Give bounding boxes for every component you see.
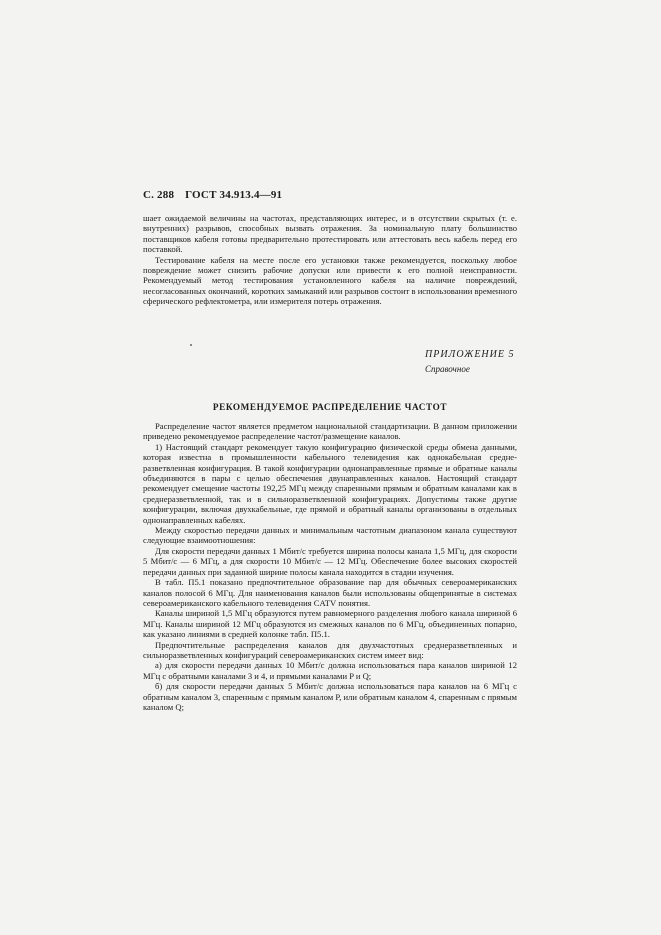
section-title: РЕКОМЕНДУЕМОЕ РАСПРЕДЕЛЕНИЕ ЧАСТОТ xyxy=(212,402,448,412)
section-paragraph: Предпочтительные распределения каналов для двухчастотных среднеразветвленных и сильноразветвленных конфигураций североамериканских систем имеет вид: xyxy=(143,639,517,660)
page-number: С. 288 xyxy=(143,189,175,201)
appendix-subtitle: Справочное xyxy=(425,364,470,374)
section-paragraph: а) для скорости передачи данных 10 Мбит/с должна использоваться пара каналов шириной 12 МГц с обратными каналами 3 и 4, и прямыми каналами P и Q; xyxy=(143,660,517,681)
speck-mark xyxy=(190,344,192,346)
section-paragraph: Распределение частот является предметом национальной стандартизации. В данном приложении приведено рекомендуемое распределение частот/размещение каналов. xyxy=(143,421,517,442)
standard-number: ГОСТ 34.913.4—91 xyxy=(185,189,283,201)
section-text xyxy=(143,421,517,712)
page-header xyxy=(143,189,290,201)
section-paragraph: Для скорости передачи данных 1 Мбит/с требуется ширина полосы канала 1,5 МГц, для скорости 5 Мбит/с — 6 МГц, а для скорости 10 Мбит/с — 12 МГц. Обеспечение более высоких скоростей передачи данных при заданной ширине полосы канала находится в стадии изучения. xyxy=(143,545,517,577)
section-paragraph: б) для скорости передачи данных 5 Мбит/с должна использоваться пара каналов на 6 МГц с обратным каналом 3, спаренным с прямым каналом P, или обратным каналом 4, спаренным с прямым каналом Q; xyxy=(143,681,517,712)
appendix-title: ПРИЛОЖЕНИЕ 5 xyxy=(425,349,515,360)
appendix-label xyxy=(425,348,515,376)
intro-text xyxy=(143,213,517,307)
intro-paragraph: шает ожидаемой величины на частотах, представляющих интерес, и в отсутствии скрытых (т. е. внутренних) разрывов, способных вызвать отражения. За номинальную плату большинство поставщиков кабеля готовы предварительно протестировать или аттестовать весь кабель перед его поставкой. xyxy=(143,213,517,255)
section-paragraph: 1) Настоящий стандарт рекомендует такую конфигурацию физической среды обмена данными, которая известна в промышленности кабельного телевидения как однокабельная среднеразветвленная конфигурация. В такой конфигурации однонаправленные прямые и обратные каналы объединяются в пары с целью обеспечения двунаправленных каналов. Настоящий стандарт рекомендует смещение частоты 192,25 МГц между спаренными прямым и обратным каналами как в среднеразветвленной, так и в сильноразветвленной конфигурациях. Допустимы также другие конфигурации, включая двухкабельные, где прямой и обратный каналы организованы в отдельных однонаправленных кабелях. xyxy=(143,441,517,525)
intro-paragraph: Тестирование кабеля на месте после его установки также рекомендуется, поскольку любое повреждение может снизить рабочие допуски или привести к его полной неисправности. Рекомендуемый метод тестирования установленного кабеля на наличие повреждений, несогласованных окончаний, коротких замыканий или разрывов состоит в использовании временного сферического рефлектометра, или измерителя потерь отражения. xyxy=(143,254,517,307)
section-paragraph: Между скоростью передачи данных и минимальным частотным диапазоном канала существуют следующие взаимоотношения: xyxy=(143,525,517,546)
section-paragraph: Каналы шириной 1,5 МГц образуются путем равномерного разделения любого канала шириной 6 МГц. Каналы шириной 12 МГц образуются из смежных каналов по 6 МГц, объединенных попарно, как указано линиями в средней колонке табл. П5.1. xyxy=(143,608,517,640)
section-paragraph: В табл. П5.1 показано предпочтительное образование пар для обычных североамериканских каналов полосой 6 МГц. Для наименования каналов были использованы общепринятые в системах североамериканского кабельного телевидения CATV понятия. xyxy=(143,577,517,608)
